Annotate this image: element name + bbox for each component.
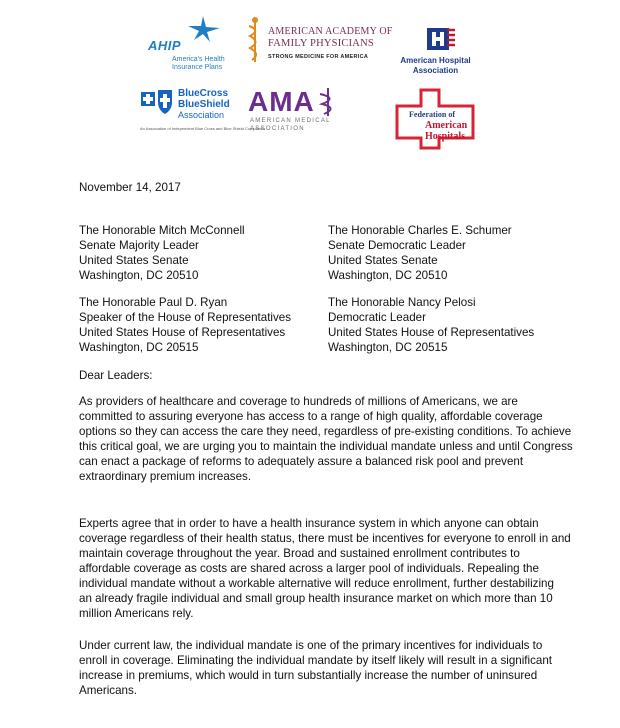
ahip-wordmark: AHIP — [148, 38, 182, 53]
addressee-block: The Honorable Mitch McConnell Senate Majority Leader United States Senate Washington, DC 20510 — [79, 224, 245, 282]
aha-logo: American Hospital Association — [393, 26, 478, 78]
addressee-block: The Honorable Charles E. Schumer Senate Democratic Leader United States Senate Washington, DC 20510 — [328, 224, 512, 282]
ama-logo: AMA AMERICAN MEDICAL ASSOCIATION — [248, 86, 358, 136]
ama-staff-icon — [314, 86, 344, 118]
caduceus-icon — [246, 16, 264, 64]
fah-logo: Federation of American Hospitals — [395, 88, 475, 150]
addressee-block: The Honorable Paul D. Ryan Speaker of the House of Representatives United States House of Representatives Washington, DC 20515 — [79, 296, 292, 354]
aha-flag-h-icon — [425, 26, 455, 52]
ahip-star-icon — [186, 16, 220, 42]
ama-wordmark: AMA — [248, 86, 315, 117]
body-paragraph: Experts agree that in order to have a health insurance system in which anyone can obtain coverage regardless of their health status, there must be incentives for everyone to enroll in and maintain coverage throughout the year. Broad and sustained enrollment contributes to affordable coverage as costs are shared across a larger pool of individuals. Repealing the individual mandate without a workable alternative will reduce enrollment, further destabilizing an already fragile individual and small group health insurance market on which more than 10 million Americans rely. — [79, 517, 571, 620]
letter-date: November 14, 2017 — [79, 181, 181, 194]
bcbs-logo: BlueCross BlueShield Association An Association of Independent Blue Cross and Blue Shield Companies — [140, 88, 266, 131]
salutation: Dear Leaders: — [79, 369, 153, 382]
addressee-block: The Honorable Nancy Pelosi Democratic Leader United States House of Representatives Washington, DC 20515 — [328, 296, 535, 354]
body-paragraph: Under current law, the individual mandate is one of the primary incentives for individuals to enroll in coverage. Eliminating the individual mandate by itself likely will result in a significant increase in premiums, which would in turn substantially increase the number of uninsured Americans. — [79, 639, 553, 697]
aafp-logo: AMERICAN ACADEMY OF FAMILY PHYSICIANS STRONG MEDICINE FOR AMERICA — [246, 16, 386, 76]
ahip-logo — [128, 16, 238, 80]
body-paragraph: As providers of healthcare and coverage to hundreds of millions of Americans, we are committed to assuring everyone has access to a range of high quality, affordable coverage options so they can access the care they need, regardless of pre-existing conditions. To achieve this critical goal, we are urging you to maintain the individual mandate unless and until Congress can enact a package of reforms to adequately assure a balanced risk pool and prevent extraordinary premium increases. — [79, 395, 573, 483]
ahip-subtitle: America's Health Insurance Plans — [172, 56, 225, 71]
blue-cross-shield-icon — [138, 86, 176, 120]
